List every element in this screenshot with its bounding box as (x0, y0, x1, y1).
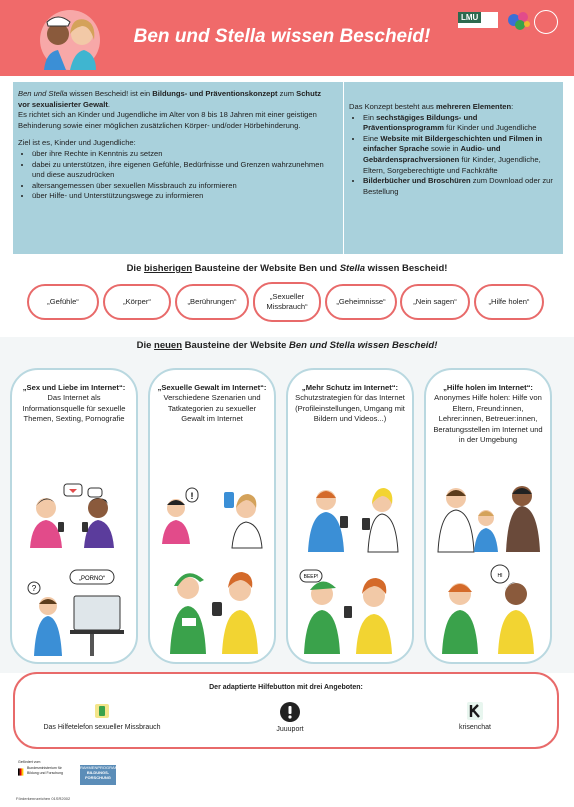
element-item: • Eine Website mit Bildergeschichten und Filmen in einfacher Sprache sowie in Audio- und Gebärdensprachversionen für Kinder, Jugendliche, Eltern, Sorgeberechtigte und Fachkräfte (363, 134, 557, 176)
svg-text:HI: HI (497, 573, 503, 579)
goal-item: • über Hilfe- und Unterstützungswege zu informieren (32, 191, 330, 202)
module-card-sex-liebe[interactable] (10, 368, 138, 664)
intro-left-column (18, 89, 330, 202)
help-title: Der adaptierte Hilfebutton mit drei Angeboten: (209, 684, 363, 691)
colorful-figure-logo (505, 8, 533, 32)
page-title: Ben und Stella wissen Bescheid! (133, 26, 431, 47)
card-text: Verschiedene Szenarien und Tatkategorien zu sexueller Gewalt im Internet (163, 393, 261, 424)
module-pill-nein-sagen[interactable]: „Nein sagen“ (400, 284, 470, 320)
goals-heading: Ziel ist es, Kinder und Jugendliche: (18, 138, 136, 148)
bildungsforschung-logo: RAHMENPROGRAMM BILDUNGS- FORSCHUNG (80, 765, 116, 785)
goal-item: • dabei zu unterstützen, ihre eigenen Gefühle, Bedürfnisse und Grenzen wahrzunehmen und diese auszudrücken (32, 160, 330, 181)
element-item: • Bilderbücher und Broschüren zum Download oder zur Bestellung (363, 176, 557, 197)
offer-label: krisenchat (459, 724, 491, 731)
phone-note-icon (93, 702, 111, 720)
svg-text:!: ! (190, 491, 194, 501)
lmu-logo: LMU (458, 12, 498, 28)
ben-stella-logo (30, 4, 110, 70)
module-pill-geheimnisse[interactable]: „Geheimnisse“ (325, 284, 397, 320)
elements-heading: Das Konzept besteht aus mehreren Elementen: (349, 102, 514, 111)
module-pill-sexueller-missbrauch[interactable]: „Sexueller Missbrauch“ (253, 282, 321, 322)
illustration-getting-help (428, 478, 548, 660)
card-text: Schutzstrategien für das Internet (Profileinstellungen, Umgang mit Bildern und Videos...) (295, 393, 405, 424)
k-logo-icon (467, 702, 483, 720)
offer-krisenchat[interactable] (445, 702, 505, 731)
card-title: „Mehr Schutz im Internet“: (301, 383, 399, 392)
module-pill-hilfe-holen[interactable]: „Hilfe holen“ (474, 284, 544, 320)
illustration-phone-conflict (152, 478, 272, 660)
goal-item: • altersangemessen über sexuellen Missbrauch zu informieren (32, 181, 330, 192)
card-text: Anonymes Hilfe holen: Hilfe von Eltern, Freund:innen, Lehrer:innen, Betreuer:innen, Beratungsstellen im Internet und in der Umgebung (433, 393, 543, 445)
card-title: „Hilfe holen im Internet“: (443, 383, 533, 392)
exclamation-icon (280, 702, 300, 722)
header-banner (0, 0, 574, 76)
intro-paragraph: Ben und Stella wissen Bescheid! ist ein Bildungs- und Präventionskonzept zum Schutz vor sexualisierter Gewalt. (18, 89, 322, 109)
goal-item: • über ihre Rechte in Kenntnis zu setzen (32, 149, 330, 160)
card-text: Das Internet als Informationsquelle für sexuelle Themen, Sexting, Pornografie (22, 393, 126, 424)
eagle-icon (18, 766, 24, 778)
elements-list (349, 113, 557, 198)
module-card-sexuelle-gewalt[interactable] (148, 368, 276, 664)
element-item: • Ein sechstägiges Bildungs- und Präventionsprogramm für Kinder und Jugendliche (363, 113, 557, 134)
new-modules-heading: Die neuen Bausteine der Website Ben und Stella wissen Bescheid! (136, 340, 438, 351)
offer-label: Das Hilfetelefon sexueller Missbrauch (43, 724, 161, 731)
help-button-panel (13, 672, 559, 749)
card-title: „Sex und Liebe im Internet“: (22, 383, 126, 392)
illustration-teens-phone (14, 478, 134, 660)
card-title: „Sexuelle Gewalt im Internet“: (157, 383, 267, 392)
funding-code: Förderkennzeichen 01SR2002 (16, 796, 71, 801)
module-pill-beruehrungen[interactable]: „Berührungen“ (175, 284, 249, 320)
bubble-text: „PORNO“ (79, 576, 105, 582)
bubble-text: BEEP! (303, 574, 319, 580)
module-card-mehr-schutz[interactable] (286, 368, 414, 664)
svg-text:?: ? (31, 584, 37, 593)
intro-right-column (349, 102, 557, 197)
goals-list (18, 149, 330, 202)
offer-hilfetelefon[interactable] (37, 702, 167, 731)
module-card-hilfe-holen[interactable] (424, 368, 552, 664)
bmbf-logo: Gefördert vom Bundesministerium für Bildung und Forschung (18, 760, 70, 790)
module-pill-koerper[interactable]: „Körper“ (103, 284, 171, 320)
old-modules-heading: Die bisherigen Bausteine der Website Ben und Stella wissen Bescheid! (126, 263, 448, 274)
target-group-text: Es richtet sich an Kinder und Jugendliche im Alter von 8 bis 18 Jahren mit einer geistigen Behinderung sowie einer möglichen zusätzlichen Körper- und/oder Hörbehinderung. (18, 110, 317, 130)
column-divider (343, 82, 344, 254)
offer-juuuport[interactable] (260, 702, 320, 733)
illustration-friends-phones (290, 478, 410, 660)
offer-label: Juuuport (276, 726, 304, 733)
module-pill-gefuehle[interactable]: „Gefühle“ (27, 284, 99, 320)
intro-panel (13, 82, 563, 254)
university-seal-logo (534, 10, 558, 34)
